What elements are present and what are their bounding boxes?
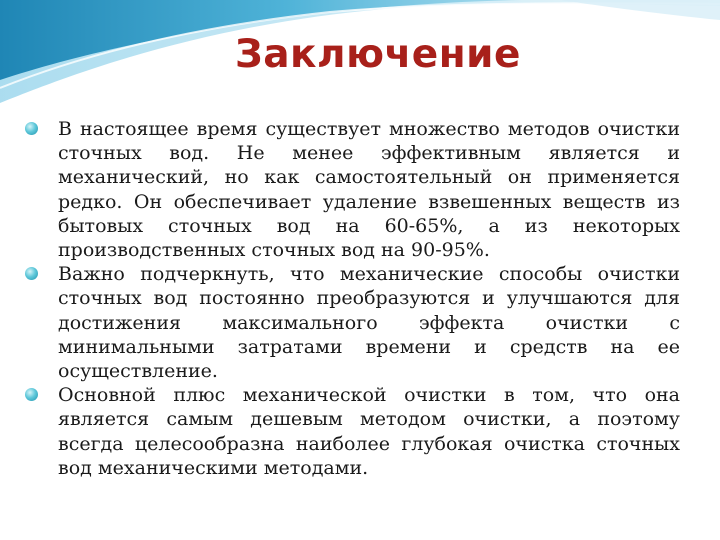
bullet-dot-icon	[25, 122, 38, 135]
bullet-dot-icon	[25, 388, 38, 401]
list-item	[22, 383, 680, 480]
bullet-text: Основной плюс механической очистки в том, что она является самым дешевым методом очистки, а поэтому всегда целесообразна наиболее глубокая очистка сточных вод механическими методами.	[58, 384, 680, 479]
slide-title: Заключение	[235, 32, 521, 77]
bullet-text: Важно подчеркнуть, что механические способы очистки сточных вод постоянно преобразуются и улучшаются для достижения максимального эффекта очистки с минимальными затратами времени и средств на ее осуществление.	[58, 263, 680, 383]
bullet-dot-icon	[25, 267, 38, 280]
bullet-text: В настоящее время существует множество методов очистки сточных вод. Не менее эффективным является и механический, но как самостоятельный он применяется редко. Он обеспечивает удаление взвешенных веществ из бытовых сточных вод на 60-65%, а из некоторых производственных сточных вод на 90-95%.	[58, 118, 680, 262]
bullet-list	[22, 117, 680, 480]
list-item	[22, 262, 680, 383]
list-item	[22, 117, 680, 262]
